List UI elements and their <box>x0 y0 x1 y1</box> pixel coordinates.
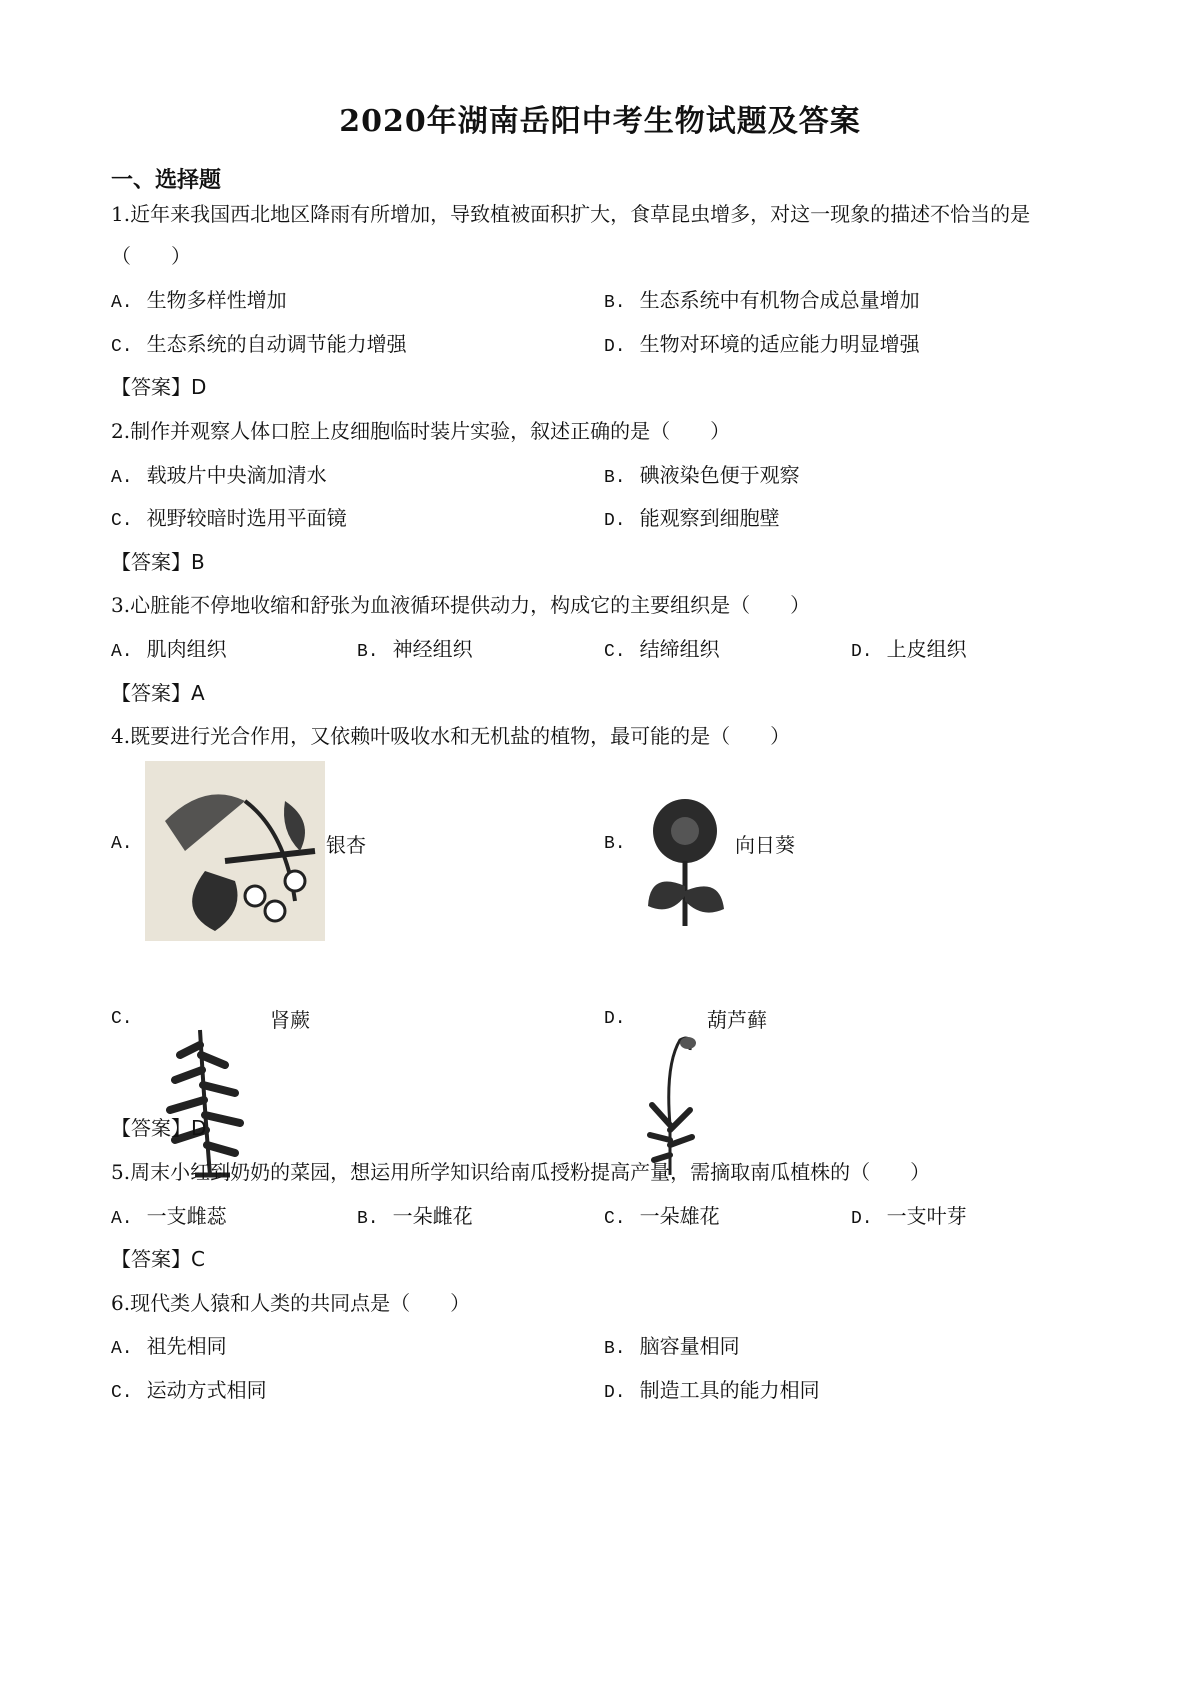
ginkgo-image <box>145 761 325 941</box>
answer-value: C <box>191 1247 205 1271</box>
section-heading: 一、选择题 <box>111 168 222 193</box>
sunflower-image <box>640 791 730 931</box>
option-letter: A. <box>111 293 133 313</box>
option-letter: A. <box>111 642 133 662</box>
question-2-option-d <box>604 502 780 531</box>
option-letter: B. <box>604 1339 626 1359</box>
question-4-option-b-text: 向日葵 <box>735 833 795 857</box>
option-letter: B. <box>604 468 626 488</box>
option-text: 肌肉组织 <box>146 637 227 661</box>
question-4-option-b-letter <box>604 829 640 854</box>
option-letter: A. <box>111 834 133 854</box>
option-text: 结缔组织 <box>639 637 720 661</box>
option-text: 能观察到细胞壁 <box>639 506 780 530</box>
question-1-stem: 1.近年来我国西北地区降雨有所增加，导致植被面积扩大，食草昆虫增多，对这一现象的描述不恰当的是 <box>111 202 1031 226</box>
option-text: 生物多样性增加 <box>146 288 287 312</box>
option-letter: A. <box>111 468 133 488</box>
question-4-option-c-text: 肾蕨 <box>270 1008 310 1032</box>
question-1-option-d <box>604 328 920 357</box>
option-text: 碘液染色便于观察 <box>639 463 800 487</box>
question-3-option-c <box>604 633 720 662</box>
question-3-option-b <box>357 633 473 662</box>
option-text: 制造工具的能力相同 <box>639 1378 820 1402</box>
option-letter: C. <box>111 337 133 357</box>
question-3-stem: 3.心脏能不停地收缩和舒张为血液循环提供动力，构成它的主要组织是（ ） <box>111 593 811 617</box>
question-4-option-d-letter <box>604 1004 640 1029</box>
option-text: 运动方式相同 <box>146 1378 267 1402</box>
question-2-answer <box>111 546 205 575</box>
question-6-option-a <box>111 1330 227 1359</box>
option-text: 一朵雄花 <box>639 1204 720 1228</box>
answer-label: 【答案】 <box>111 550 191 574</box>
question-3-answer <box>111 677 205 706</box>
question-1-option-a <box>111 284 287 313</box>
question-5-option-b <box>357 1200 473 1229</box>
option-letter: D. <box>604 337 626 357</box>
question-6-stem: 6.现代类人猿和人类的共同点是（ ） <box>111 1291 471 1315</box>
option-letter: D. <box>851 642 873 662</box>
option-text: 脑容量相同 <box>639 1334 740 1358</box>
question-5-answer <box>111 1243 205 1272</box>
page-title: 2020年湖南岳阳中考生物试题及答案 <box>339 104 861 139</box>
answer-label: 【答案】 <box>111 1116 191 1140</box>
question-4-stem: 4.既要进行光合作用，又依赖叶吸收水和无机盐的植物，最可能的是（ ） <box>111 724 791 748</box>
option-text: 生物对环境的适应能力明显增强 <box>639 332 920 356</box>
answer-label: 【答案】 <box>111 1247 191 1271</box>
option-letter: B. <box>604 834 626 854</box>
answer-value: A <box>191 681 205 705</box>
question-1-paren: （ ） <box>111 244 191 268</box>
question-6-option-d <box>604 1374 820 1403</box>
question-4-option-d-text: 葫芦藓 <box>707 1008 767 1032</box>
option-text: 一支雌蕊 <box>146 1204 227 1228</box>
answer-label: 【答案】 <box>111 681 191 705</box>
option-letter: C. <box>111 511 133 531</box>
option-letter: C. <box>604 1209 626 1229</box>
question-4-option-a-letter <box>111 829 147 854</box>
question-4-option-a-text: 银杏 <box>326 833 366 857</box>
answer-value: D <box>191 1116 207 1140</box>
question-3-option-d <box>851 633 967 662</box>
answer-value: B <box>191 550 205 574</box>
question-4-option-c-letter <box>111 1004 147 1029</box>
option-letter: B. <box>604 293 626 313</box>
option-text: 神经组织 <box>392 637 473 661</box>
question-4-answer <box>111 1112 206 1141</box>
option-letter: A. <box>111 1209 133 1229</box>
option-text: 祖先相同 <box>146 1334 227 1358</box>
question-2-option-a <box>111 459 327 488</box>
question-2-stem: 2.制作并观察人体口腔上皮细胞临时装片实验，叙述正确的是（ ） <box>111 419 731 443</box>
question-1-option-b <box>604 284 920 313</box>
option-text: 一朵雌花 <box>392 1204 473 1228</box>
answer-value: D <box>191 375 207 399</box>
question-5-option-a <box>111 1200 227 1229</box>
question-2-option-b <box>604 459 800 488</box>
option-letter: B. <box>357 642 379 662</box>
option-text: 上皮组织 <box>886 637 967 661</box>
question-5-option-c <box>604 1200 720 1229</box>
option-letter: C. <box>111 1009 133 1029</box>
option-text: 一支叶芽 <box>886 1204 967 1228</box>
question-6-option-c <box>111 1374 267 1403</box>
option-letter: B. <box>357 1209 379 1229</box>
option-letter: C. <box>604 642 626 662</box>
option-letter: D. <box>851 1209 873 1229</box>
option-text: 生态系统中有机物合成总量增加 <box>639 288 920 312</box>
option-text: 生态系统的自动调节能力增强 <box>146 332 407 356</box>
question-1-answer <box>111 371 206 400</box>
question-1-option-c <box>111 328 407 357</box>
answer-label: 【答案】 <box>111 375 191 399</box>
option-letter: C. <box>111 1383 133 1403</box>
option-letter: D. <box>604 1383 626 1403</box>
option-text: 载玻片中央滴加清水 <box>146 463 327 487</box>
option-letter: D. <box>604 1009 626 1029</box>
option-letter: A. <box>111 1339 133 1359</box>
question-3-option-a <box>111 633 227 662</box>
option-letter: D. <box>604 511 626 531</box>
question-2-option-c <box>111 502 347 531</box>
option-text: 视野较暗时选用平面镜 <box>146 506 347 530</box>
question-5-option-d <box>851 1200 967 1229</box>
question-6-option-b <box>604 1330 740 1359</box>
question-5-stem: 5.周末小红到奶奶的菜园，想运用所学知识给南瓜授粉提高产量，需摘取南瓜植株的（ ） <box>111 1160 931 1184</box>
